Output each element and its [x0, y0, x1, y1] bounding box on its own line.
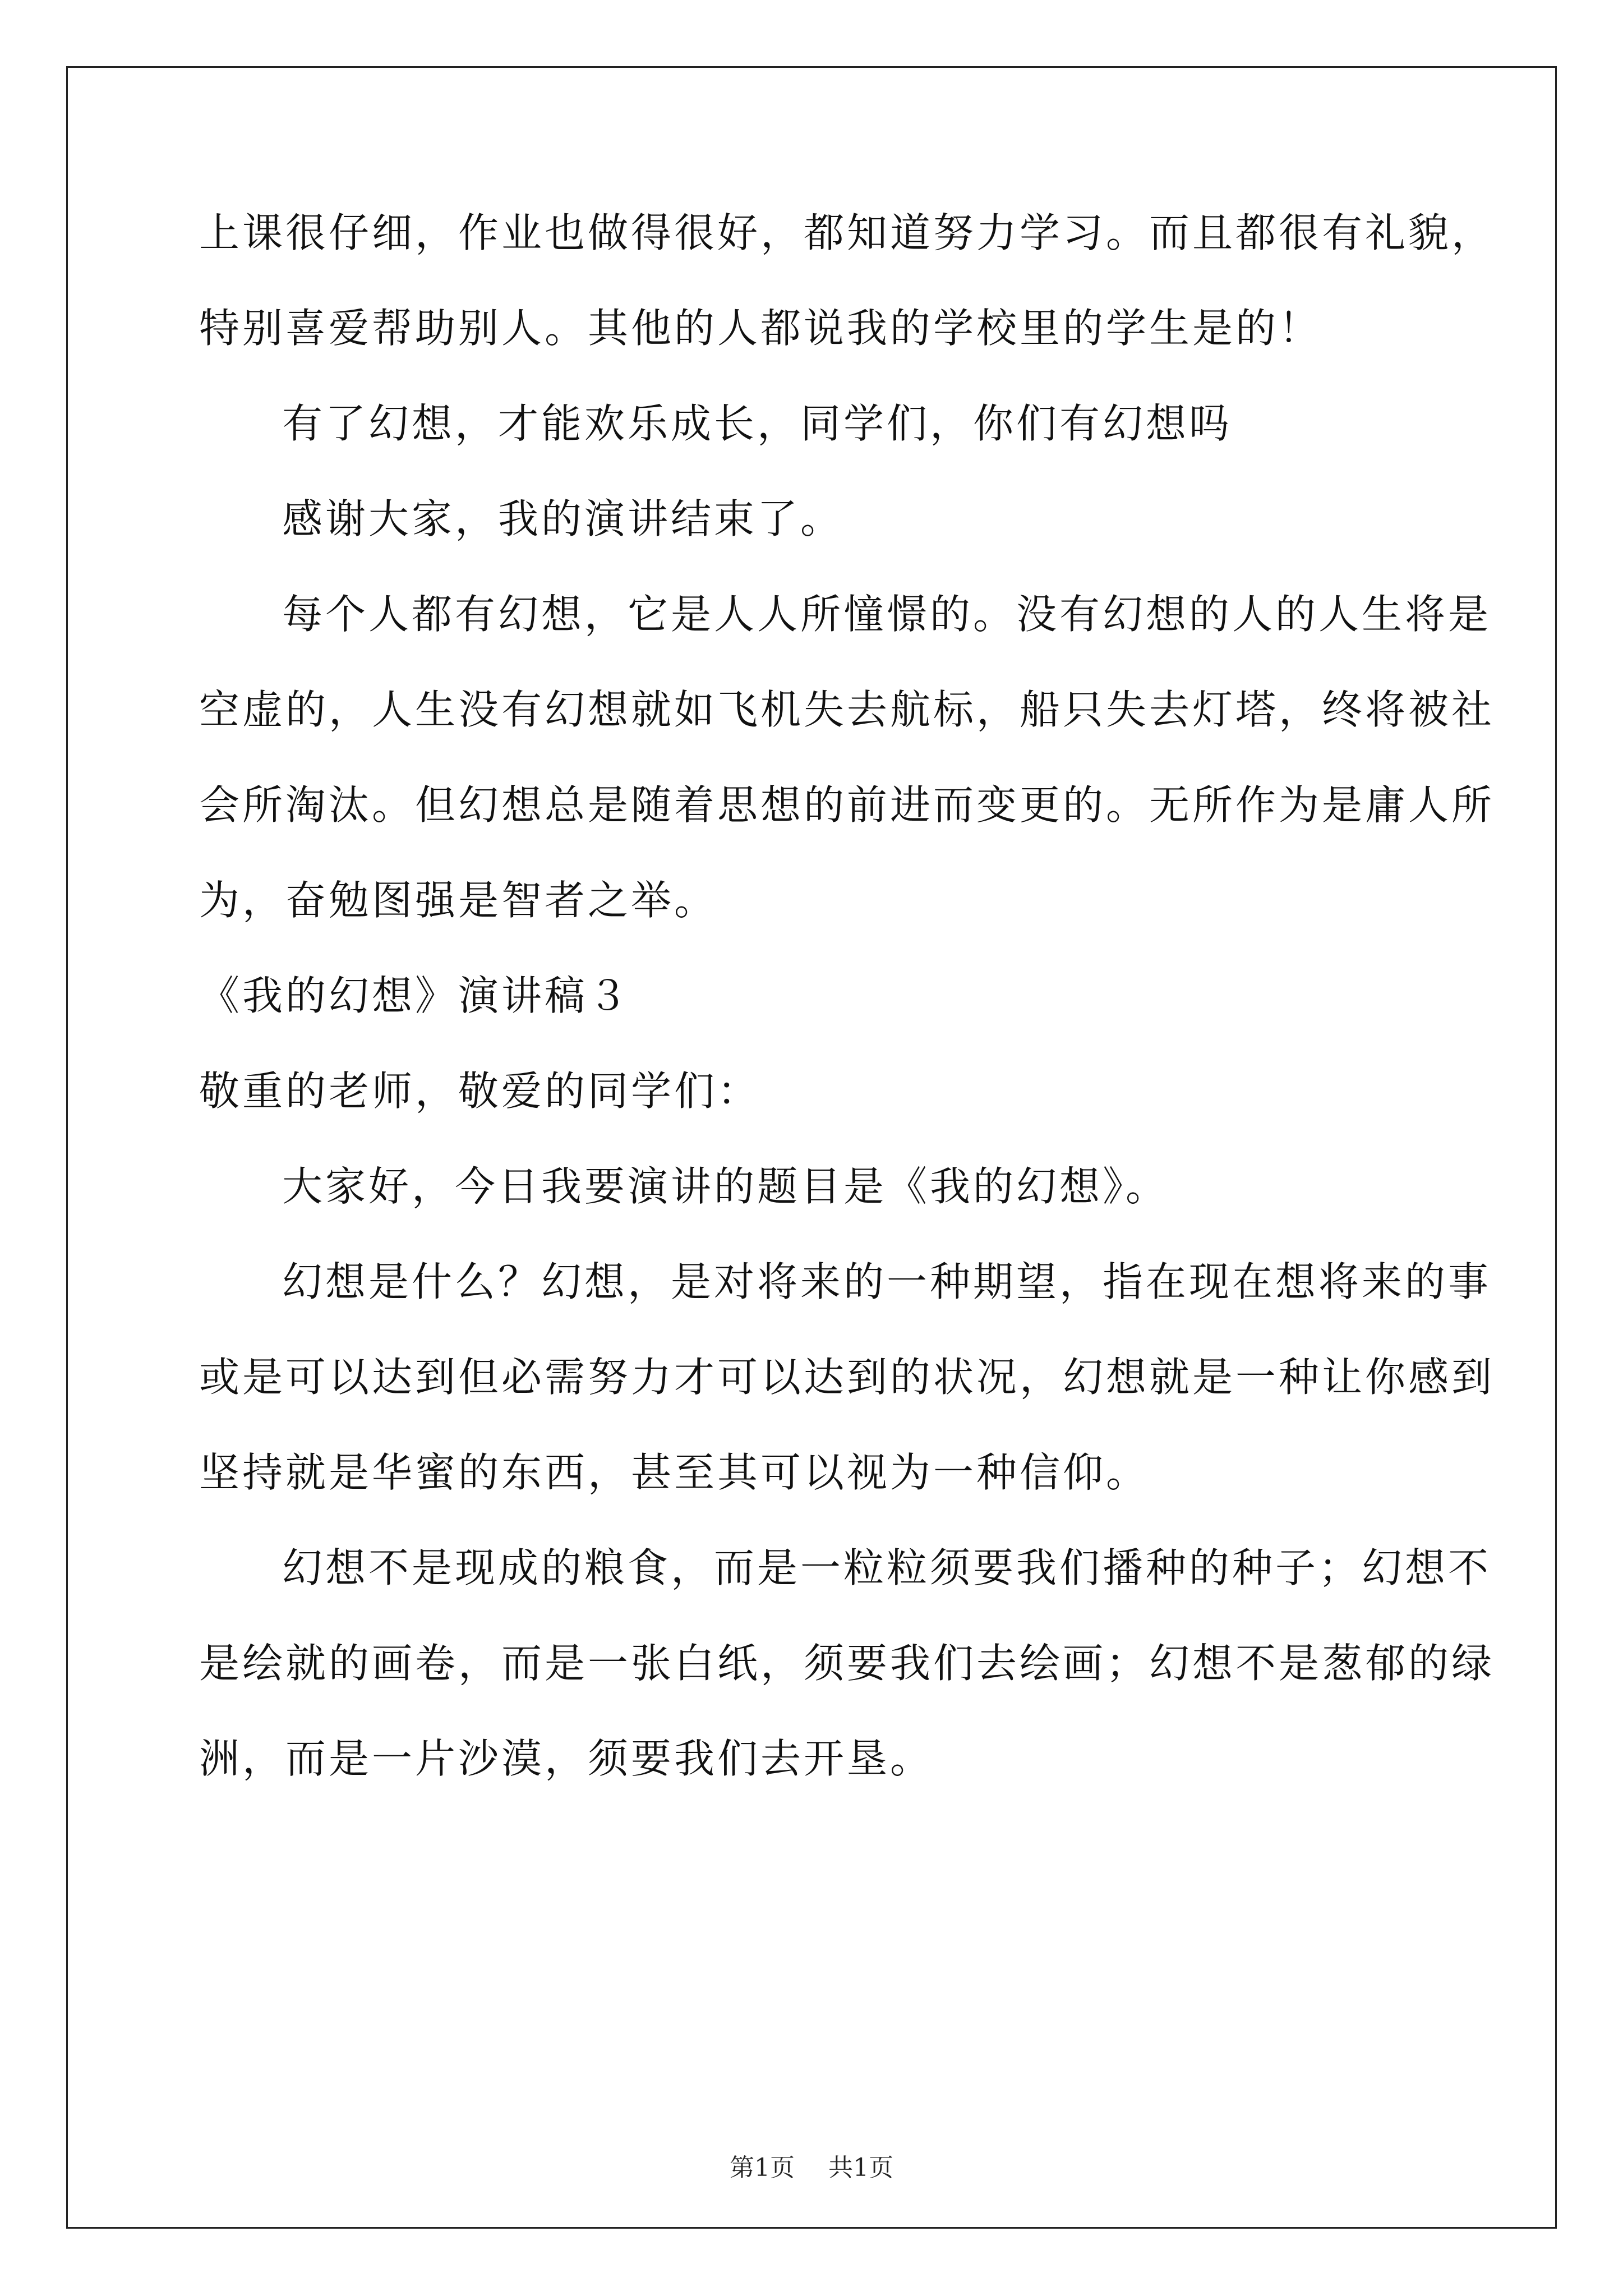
text-line-1: 上课很仔细，作业也做得很好，都知道努力学习。而且都很有礼貌，: [199, 209, 1495, 256]
text-line-13: 或是可以达到但必需努力才可以达到的状况，幻想就是一种让你感到: [199, 1354, 1495, 1401]
text-line-7: 会所淘汰。但幻想总是随着思想的前进而变更的。无所作为是庸人所: [199, 781, 1495, 829]
text-line-17: 洲，而是一片沙漠，须要我们去开垦。: [199, 1735, 934, 1782]
page-footer: [0, 2147, 1623, 2183]
text-line-11: 大家好，今日我要演讲的题目是《我的幻想》。: [282, 1163, 1169, 1210]
section-heading: 《我的幻想》演讲稿３: [199, 972, 631, 1019]
text-line-8: 为，奋勉图强是智者之举。: [199, 877, 718, 924]
salutation: 敬重的老师，敬爱的同学们：: [199, 1068, 761, 1115]
text-line-16: 是绘就的画卷，而是一张白纸，须要我们去绘画；幻想不是葱郁的绿: [199, 1640, 1495, 1687]
page-total: 共1页: [828, 2154, 893, 2182]
document-body: [199, 185, 1495, 1806]
page-number: 第1页: [730, 2154, 795, 2182]
text-line-12: 幻想是什么？幻想，是对将来的一种期望，指在现在想将来的事: [282, 1258, 1492, 1305]
text-line-2: 特别喜爱帮助别人。其他的人都说我的学校里的学生是的！: [199, 305, 1322, 352]
text-line-15: 幻想不是现成的粮食，而是一粒粒须要我们播种的种子；幻想不: [282, 1544, 1492, 1591]
text-line-14: 坚持就是华蜜的东西，甚至其可以视为一种信仰。: [199, 1449, 1150, 1496]
text-line-5: 每个人都有幻想，它是人人所憧憬的。没有幻想的人的人生将是: [282, 591, 1492, 638]
text-line-3: 有了幻想，才能欢乐成长，同学们，你们有幻想吗: [282, 400, 1233, 447]
text-line-4: 感谢大家，我的演讲结束了。: [282, 495, 844, 542]
text-line-6: 空虚的，人生没有幻想就如飞机失去航标，船只失去灯塔，终将被社: [199, 686, 1495, 733]
